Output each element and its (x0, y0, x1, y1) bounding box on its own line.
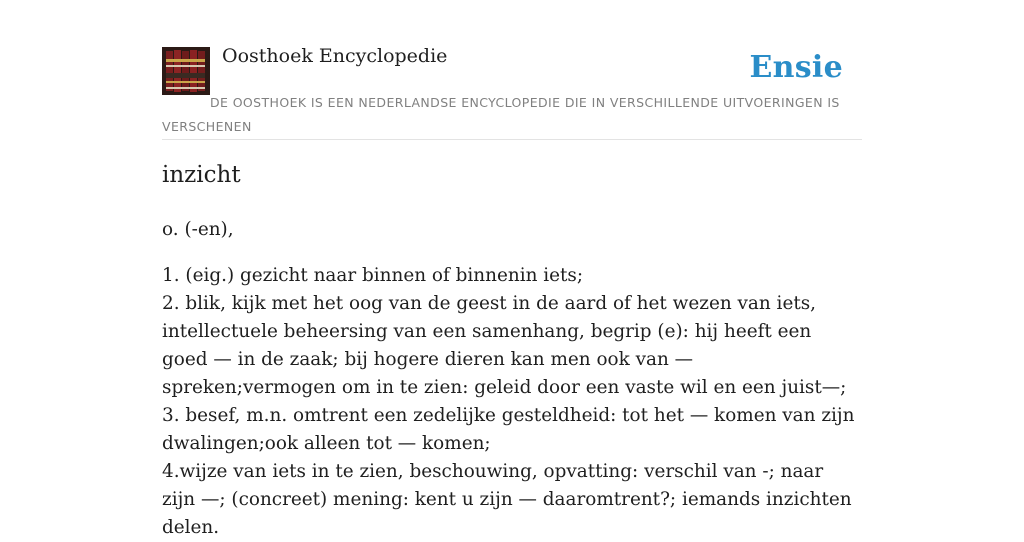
encyclopedia-books-icon[interactable] (162, 47, 210, 95)
entry-body (162, 216, 862, 542)
source-name-link[interactable]: Oosthoek Encyclopedie (222, 45, 448, 67)
header-divider (162, 139, 862, 140)
definition-1: 1. (eig.) gezicht naar binnen of binnenin iets; (162, 265, 584, 286)
definition-4: 4.wijze van iets in te zien, beschouwing, opvatting: verschil van -; naar zijn —; (concreet) mening: kent u zijn — daaromtrent?; iemands inzichten delen. (162, 461, 852, 538)
entry-grammar: o. (-en), (162, 219, 234, 240)
entry-title: inzicht (162, 162, 241, 188)
definition-3: 3. besef, m.n. omtrent een zedelijke gesteldheid: tot het — komen van zijn dwalingen;ook alleen tot — komen; (162, 405, 855, 454)
definition-2: 2. blik, kijk met het oog van de geest in de aard of het wezen van iets, intellectuele beheersing van een samenhang, begrip (e): hij heeft een goed — in de zaak; bij hogere dieren kan men ook van — spreken;vermogen om in te zien: geleid door een vaste wil en een juist—; (162, 293, 847, 398)
source-description: DE OOSTHOEK IS EEN NEDERLANDSE ENCYCLOPEDIE DIE IN VERSCHILLENDE UITVOERINGEN IS VERSCHENEN (162, 95, 840, 134)
brand-logo[interactable]: Ensie (749, 50, 843, 85)
